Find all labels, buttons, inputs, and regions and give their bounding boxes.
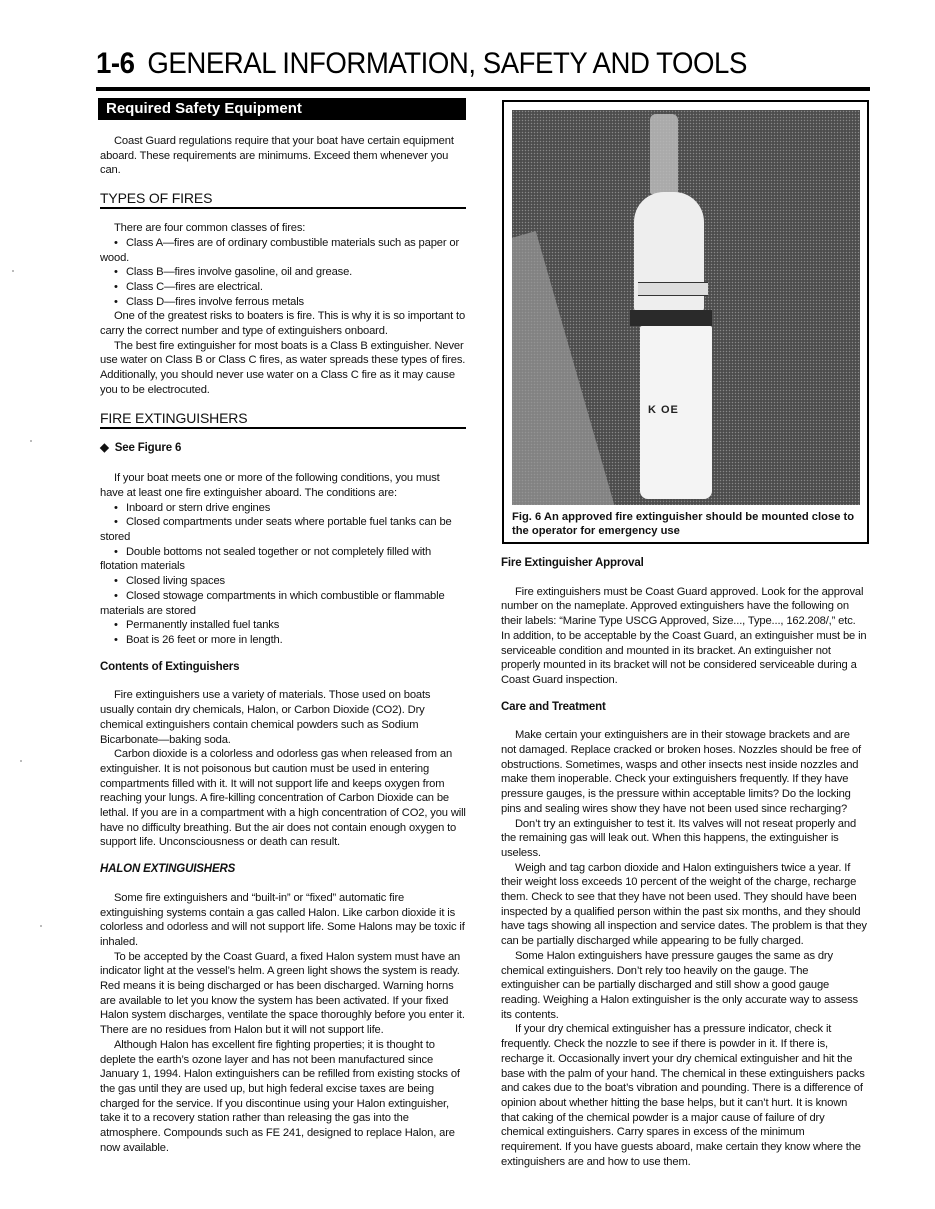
bullet-icon: • (114, 516, 118, 529)
bullet-icon: • (114, 545, 118, 558)
bullet-item: • Class B—fires involve gasoline, oil and grease. (114, 266, 353, 279)
body-paragraph: The best fire extinguisher for most boats is a Class B extinguisher. Never use water on Class B or Class C fires, as water spreads these types of fires. Additionally, you should never use water on a Class C fire as it may cause you to be electrocuted. (100, 339, 466, 396)
bullet-icon: • (114, 619, 118, 632)
scan-speck (12, 270, 14, 272)
mounting-bracket-strap (630, 310, 712, 326)
body-paragraph: Don’t try an extinguisher to test it. Its valves will not reseat properly and the remaining gas will leak out. When this happens, the extinguisher is useless. (501, 817, 857, 859)
bullet-icon: • (114, 633, 118, 646)
extinguisher-label-text: K OE (648, 404, 679, 416)
left-column (100, 134, 466, 1155)
chapter-title: GENERAL INFORMATION, SAFETY AND TOOLS (147, 47, 747, 80)
figure-6 (502, 100, 869, 544)
body-paragraph: Make certain your extinguishers are in their stowage brackets and are not damaged. Replace cracked or broken hoses. Nozzles should be free of obstructions. Sometimes, wasps and other insects nest inside nozzles and make them inoperable. Check your extinguishers frequently. If they have pressure gauges, is the pressure within acceptable limits? Do the locking pins and sealing wires show they have not been used since recharging? (501, 729, 861, 815)
bullet-icon: • (114, 236, 118, 249)
bullet-item: • Class C—fires are electrical. (114, 280, 263, 293)
bullet-icon: • (114, 575, 118, 588)
right-column (501, 556, 867, 1169)
bullet-icon: • (114, 501, 118, 514)
scan-speck (20, 760, 22, 762)
body-paragraph: Carbon dioxide is a colorless and odorless gas when released from an extinguisher. It is not poisonous but caution must be used in entering compartments filled with it. It will not support life and keeps oxygen from reaching your lungs. A fire-killing concentration of Carbon Dioxide can be lethal. If you are in a compartment with a high concentration of CO2, you will have no difficulty breathing. But the air does not contain enough oxygen to support life. Unconsciousness or death can result. (100, 748, 466, 849)
contents-heading: Contents of Extinguishers (100, 660, 240, 673)
halon-heading: HALON EXTINGUISHERS (100, 863, 236, 876)
bullet-item: • Boat is 26 feet or more in length. (114, 633, 283, 646)
body-paragraph: Some fire extinguishers and “built-in” or “fixed” automatic fire extinguishing systems contain a gas called Halon. Like carbon dioxide it is colorless and odorless and will not support life. Some Halons may be toxic if inhaled. (100, 891, 465, 948)
scan-speck (30, 440, 32, 442)
see-figure-reference[interactable]: ◆ See Figure 6 (100, 441, 182, 454)
body-paragraph: One of the greatest risks to boaters is fire. This is why it is so important to carry the correct number and type of extinguishers onboard. (100, 310, 466, 338)
extinguisher-label-band (638, 282, 708, 296)
bullet-item: • Class A—fires are of ordinary combustible materials such as paper or wood. (100, 236, 460, 264)
body-paragraph: If your dry chemical extinguisher has a pressure indicator, check it frequently. Check the nozzle to see if there is powder in it. If there is, recharge it. Occasionally invert your dry chemical extinguisher and hit the base with the palm of your hand. The chemical in these extinguishers packs and cakes due to the boat’s vibration and pounding. There is a difference of opinion about whether hitting the base helps, but it can’t hurt. It is known that caking of the chemical powder is a major cause of failure of dry chemical extinguishers. Carry spares in excess of the minimum requirement. If you have guests aboard, make certain they know where the extinguishers are and how to use them. (501, 1023, 865, 1168)
types-lead: There are four common classes of fires: (114, 222, 306, 235)
header-rule (96, 87, 870, 91)
bullet-item: • Closed stowage compartments in which combustible or flammable materials are stored (100, 589, 445, 617)
body-paragraph: Fire extinguishers must be Coast Guard approved. Look for the approval number on the nameplate. Approved extinguishers have the following on their labels: “Marine Type USCG Approved, Size..., Type..., 162.208/,” etc. In addition, to be acceptable by the Coast Guard, an extinguisher must be in serviceable condition and mounted in its bracket. An extinguisher not properly mounted in its bracket will not be considered serviceable during a Coast Guard inspection. (501, 585, 867, 686)
scan-speck (40, 925, 42, 927)
bullet-icon: • (114, 589, 118, 602)
diamond-icon: ◆ (100, 441, 109, 454)
figure-caption: Fig. 6 An approved fire extinguisher should be mounted close to the operator for emergency use (512, 511, 855, 537)
bullet-item: • Class D—fires involve ferrous metals (114, 295, 305, 308)
bullet-icon: • (114, 280, 118, 293)
body-paragraph: Fire extinguishers use a variety of materials. Those used on boats usually contain dry chemicals, Halon, or Carbon Dioxide (CO2). Dry chemical extinguishers contain chemical powders such as Sodium Bicarbonate—baking soda. (100, 689, 431, 746)
body-paragraph: Some Halon extinguishers have pressure gauges the same as dry chemical extinguishers. Don’t rely too heavily on the gauge. The extinguisher can be partially discharged and still show a good gauge reading. Weighing a Halon extinguisher is the only accurate way to assess its contents. (501, 949, 858, 1021)
body-paragraph: If your boat meets one or more of the following conditions, you must have at least one fire extinguisher aboard. The conditions are: (100, 472, 440, 499)
fire-extinguishers-heading: FIRE EXTINGUISHERS (100, 410, 466, 429)
page-number: 1-6 (96, 47, 135, 80)
intro-paragraph: Coast Guard regulations require that your boat have certain equipment aboard. These requirements are minimums. Exceed them whenever you can. (100, 135, 454, 177)
section-banner: Required Safety Equipment (98, 98, 466, 120)
page-header (96, 46, 814, 82)
extinguisher-valve (650, 114, 678, 194)
body-paragraph: Although Halon has excellent fire fighting properties; it is thought to deplete the earth’s ozone layer and has not been manufactured since January 1, 1994. Halon extinguishers can be refilled from existing stocks of the gas until they are used up, but high federal excise taxes are being charged for the service. If you discontinue using your Halon extinguisher, take it to a recovery station rather than releasing the gas into the atmosphere. Compounds such as FE 241, designed to replace Halon, are now available. (100, 1038, 460, 1154)
types-of-fires-heading: TYPES OF FIRES (100, 190, 466, 209)
body-paragraph: Weigh and tag carbon dioxide and Halon extinguishers twice a year. If their weight loss exceeds 10 percent of the weight of the charge, recharge them. Check to see that they have not been used. They should have been inspected by a qualified person within the past six months, and they should have tags showing all inspection and service dates. The problem is that they can be partially discharged while appearing to be fully charged. (501, 861, 867, 948)
care-heading: Care and Treatment (501, 700, 606, 713)
fire-extinguisher-photo (512, 110, 860, 505)
bullet-item: • Closed compartments under seats where portable fuel tanks can be stored (100, 516, 452, 544)
approval-heading: Fire Extinguisher Approval (501, 557, 644, 569)
bullet-item: • Double bottoms not sealed together or not completely filled with flotation materials (100, 545, 432, 573)
body-paragraph: To be accepted by the Coast Guard, a fixed Halon system must have an indicator light at the vessel’s helm. A green light shows the system is ready. Red means it is being discharged or has been discharged. Warning horns are available to let you know the system has been activated. If your fixed Halon system discharges, ventilate the space thoroughly before you enter it. There are no residues from Halon but it will not support life. (100, 950, 465, 1037)
photo-wall-shape (512, 231, 624, 505)
bullet-icon: • (114, 295, 118, 308)
bullet-item: • Permanently installed fuel tanks (114, 619, 280, 632)
bullet-item: • Inboard or stern drive engines (114, 501, 271, 514)
bullet-icon: • (114, 266, 118, 279)
bullet-item: • Closed living spaces (114, 575, 225, 588)
